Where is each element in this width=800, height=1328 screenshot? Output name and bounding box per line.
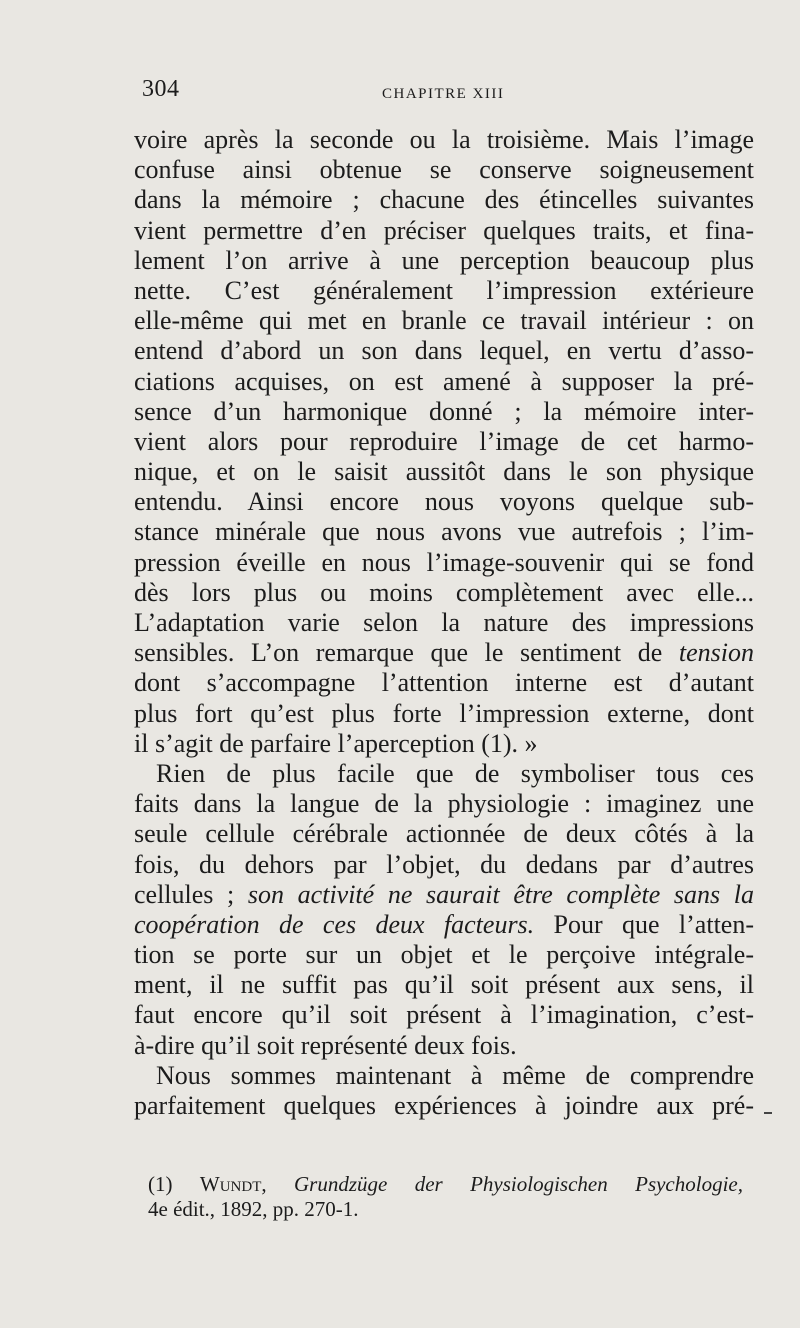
page-header: [142, 76, 762, 116]
italic-word: tension: [678, 638, 754, 668]
text-line: entendu. Ainsi encore nous voyons quelque sub-: [134, 487, 754, 517]
text-line: faut encore qu’il soit présent à l’imagination, c’est-: [134, 1000, 754, 1030]
margin-mark: [764, 1112, 772, 1114]
text-segment: sensibles. L’on remarque que le sentiment de: [134, 638, 679, 668]
text-line-with-italic: [134, 638, 754, 668]
paragraph-start-line: Nous sommes maintenant à même de comprendre: [156, 1060, 754, 1090]
italic-phrase: son activité ne saurait être complète sans la: [247, 879, 754, 909]
text-line-with-italic: [134, 910, 754, 940]
text-line: elle-même qui met en branle ce travail intérieur : on: [134, 306, 754, 336]
paragraph-start-line: Rien de plus facile que de symboliser tous ces: [156, 758, 754, 788]
footnote: [148, 1172, 743, 1222]
footnote-line: 4e édit., 1892, pp. 270-1.: [148, 1197, 359, 1221]
footnote-separator: ,: [261, 1172, 294, 1196]
text-line: il s’agit de parfaire l’aperception (1). »: [134, 728, 538, 758]
text-line: dès lors plus ou moins complètement avec elle...: [134, 577, 754, 607]
text-line: entend d’abord un son dans lequel, en vertu d’asso-: [134, 336, 754, 366]
text-line: stance minérale que nous avons vue autrefois ; l’im-: [134, 517, 754, 547]
text-line: parfaitement quelques expériences à joindre aux pré-: [134, 1091, 754, 1120]
text-segment: cellules ;: [134, 879, 248, 909]
text-line: vient permettre d’en préciser quelques traits, et fina-: [134, 215, 754, 245]
text-line: L’adaptation varie selon la nature des impressions: [134, 608, 754, 637]
text-line: nette. C’est généralement l’impression extérieure: [134, 275, 754, 305]
footnote-title: Grundzüge der Physiologischen Psychologie,: [294, 1172, 743, 1196]
text-line: nique, et on le saisit aussitôt dans le son physique: [134, 457, 754, 487]
text-line: à-dire qu’il soit représenté deux fois.: [134, 1030, 517, 1060]
page-number: 304: [142, 76, 180, 102]
text-line: seule cellule cérébrale actionnée de deux côtés à la: [134, 819, 754, 849]
text-line: voire après la seconde ou la troisième. Mais l’image: [134, 125, 754, 154]
text-line: dont s’accompagne l’attention interne est d’autant: [134, 668, 754, 698]
text-line: sence d’un harmonique donné ; la mémoire inter-: [134, 396, 754, 426]
text-segment: Pour que l’atten-: [534, 909, 754, 939]
text-line: pression éveille en nous l’image-souvenir qui se fond: [134, 547, 754, 577]
text-line: dans la mémoire ; chacune des étincelles suivantes: [134, 185, 754, 215]
text-line: fois, du dehors par l’objet, du dedans par d’autres: [134, 849, 754, 879]
text-line: plus fort qu’est plus forte l’impression externe, dont: [134, 698, 754, 728]
footnote-author: Wundt: [199, 1172, 262, 1196]
italic-phrase: coopération de ces deux facteurs.: [134, 909, 535, 939]
running-head: CHAPITRE XIII: [382, 86, 505, 102]
text-line: vient alors pour reproduire l’image de cet harmo-: [134, 426, 754, 456]
text-line-with-italic: [134, 880, 754, 910]
text-line: lement l’on arrive à une perception beaucoup plus: [134, 245, 754, 275]
text-line: faits dans la langue de la physiologie : imaginez une: [134, 789, 754, 819]
text-line: ment, il ne suffit pas qu’il soit présent aux sens, il: [134, 970, 754, 1000]
footnote-marker: (1): [148, 1172, 200, 1196]
text-line: confuse ainsi obtenue se conserve soigneusement: [134, 155, 754, 185]
body-text: [134, 125, 754, 1121]
text-line: tion se porte sur un objet et le perçoive intégrale-: [134, 940, 754, 970]
text-line: ciations acquises, on est amené à supposer la pré-: [134, 366, 754, 396]
footnote-line: [148, 1172, 743, 1197]
